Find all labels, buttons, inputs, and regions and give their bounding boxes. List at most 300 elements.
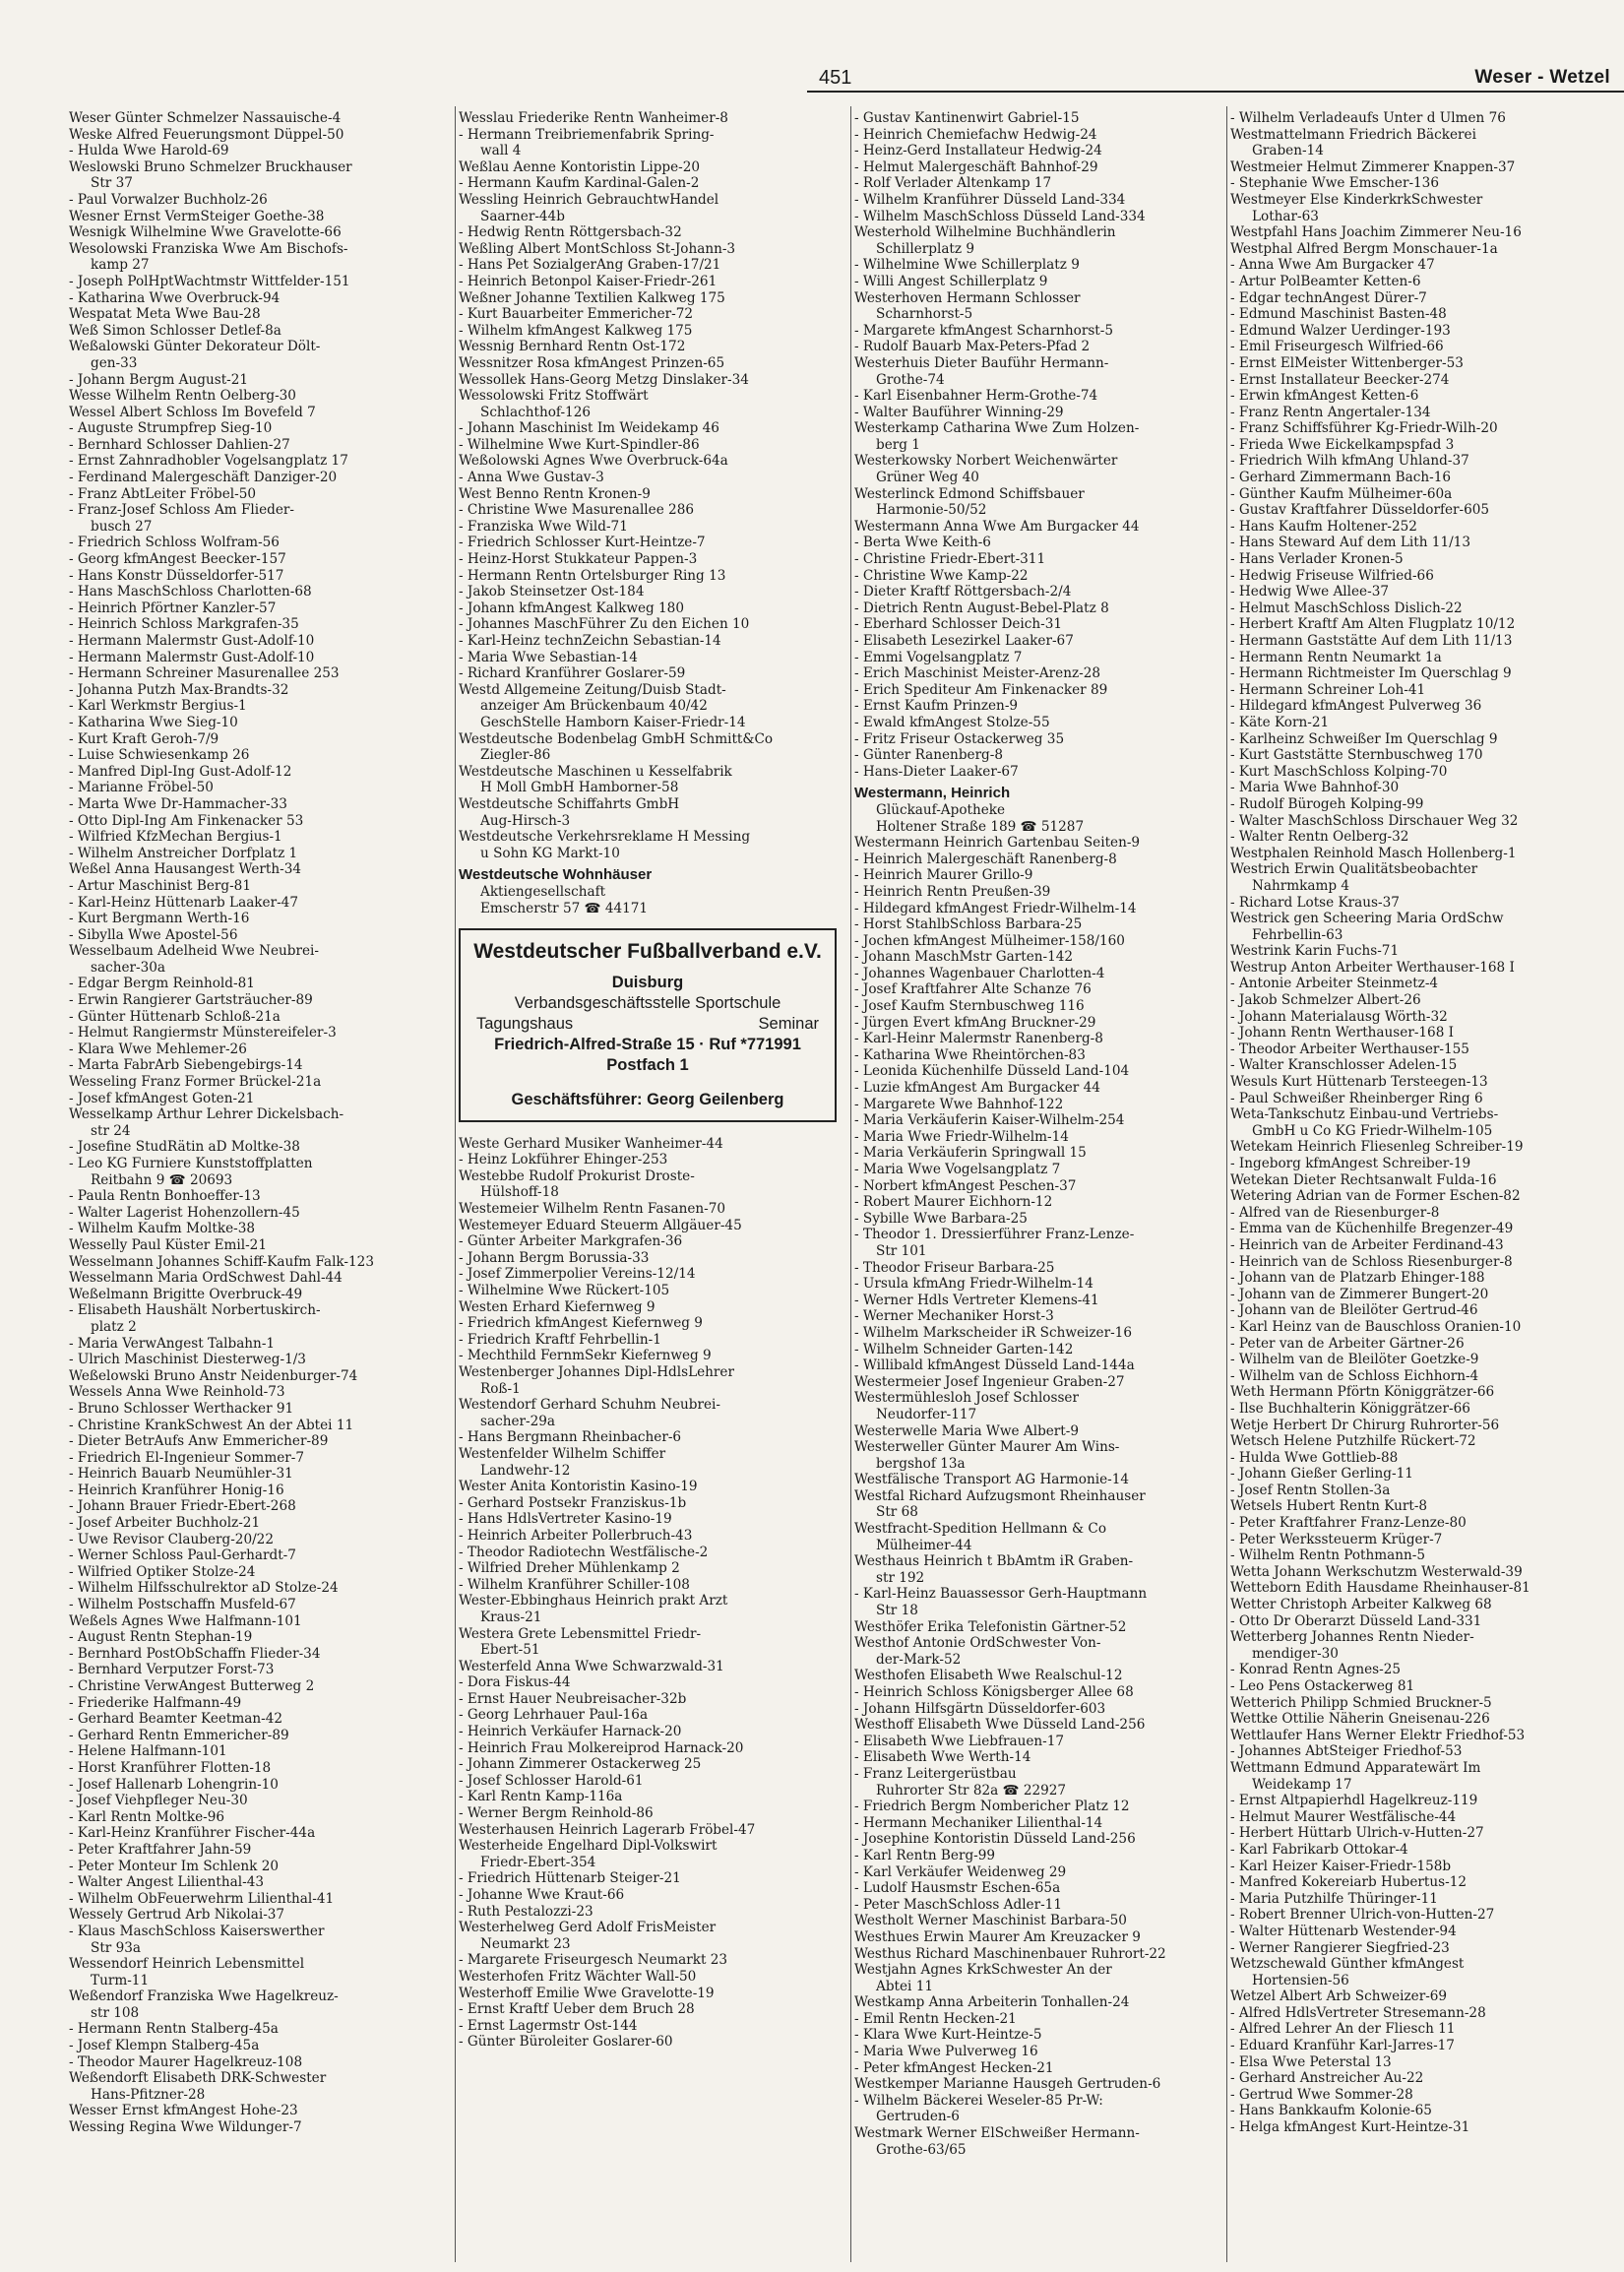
directory-entry: - Peter van de Arbeiter Gärtner-26 xyxy=(1230,1335,1465,1352)
directory-entry: - Elisabeth Wwe Liebfrauen-17 xyxy=(854,1733,1065,1749)
column-2-entries-bottom xyxy=(459,1136,846,2051)
directory-entry: - Franz Rentn Angertaler-134 xyxy=(1230,404,1431,420)
directory-entry: - Mechthild FernmSekr Kiefernweg 9 xyxy=(459,1348,712,1364)
directory-entry: Wessely Gertrud Arb Nikolai-37 xyxy=(69,1907,285,1924)
directory-entry: - Heinrich van de Arbeiter Ferdinand-43 xyxy=(1230,1236,1504,1253)
directory-entry: Wetje Herbert Dr Chirurg Ruhrorter-56 xyxy=(1230,1417,1500,1433)
directory-entry: - Heinz Lokführer Ehinger-253 xyxy=(459,1152,668,1168)
directory-entry: Westhaus Heinrich t BbAmtm iR Graben- xyxy=(854,1553,1134,1570)
entry-continuation: Mülheimer-44 xyxy=(876,1537,972,1553)
directory-entry: - Ilse Buchhalterin Königgrätzer-66 xyxy=(1230,1400,1470,1417)
directory-entry: - Sibylla Wwe Apostel-56 xyxy=(69,926,238,943)
running-head: Weser - Wetzel xyxy=(1474,67,1610,88)
directory-entry: - Georg Lehrhauer Paul-16a xyxy=(459,1707,649,1724)
directory-entry: Wesselbaum Adelheid Wwe Neubrei- xyxy=(69,943,319,960)
entry-continuation: GeschStelle Hamborn Kaiser-Friedr-14 xyxy=(480,714,746,730)
directory-entry: - Kurt Gaststätte Sternbuschweg 170 xyxy=(1230,747,1483,764)
directory-entry: Wester-Ebbinghaus Heinrich prakt Arzt xyxy=(459,1593,728,1609)
directory-entry: - Gerhard Postsekr Franziskus-1b xyxy=(459,1494,687,1511)
directory-entry: - Wilhelm ObFeuerwehrm Lilienthal-41 xyxy=(69,1890,335,1907)
directory-entry: - Johannes Wagenbauer Charlotten-4 xyxy=(854,965,1105,981)
directory-entry: - Johannes AbtSteiger Friedhof-53 xyxy=(1230,1743,1463,1760)
directory-entry: - Hermann Rentn Ortelsburger Ring 13 xyxy=(459,567,726,584)
directory-entry: - Karl Rentn Berg-99 xyxy=(854,1847,996,1863)
directory-entry: - Elisabeth Haushält Norbertuskirch- xyxy=(69,1302,321,1319)
directory-entry: - Alfred HdlsVertreter Stresemann-28 xyxy=(1230,2004,1486,2021)
directory-entry: - Peter Kraftfahrer Franz-Lenze-80 xyxy=(1230,1515,1467,1532)
directory-entry: - Wilhelmine Wwe Kurt-Spindler-86 xyxy=(459,436,700,453)
directory-entry: Westebbe Rudolf Prokurist Droste- xyxy=(459,1168,695,1184)
directory-entry: Westhoff Elisabeth Wwe Düsseld Land-256 xyxy=(854,1717,1146,1734)
directory-entry: - Heinrich Pförtner Kanzler-57 xyxy=(69,600,277,616)
directory-entry: - Walter Hüttenarb Westender-94 xyxy=(1230,1923,1457,1939)
directory-entry: - Walter Bauführer Winning-29 xyxy=(854,404,1064,420)
directory-entry: - Ulrich Maschinist Diesterweg-1/3 xyxy=(69,1352,306,1368)
directory-entry: - Konrad Rentn Agnes-25 xyxy=(1230,1662,1402,1678)
directory-entry: - Erich Maschinist Meister-Arenz-28 xyxy=(854,665,1101,682)
entry-continuation: Gertruden-6 xyxy=(876,2109,960,2125)
directory-entry: - Jakob Steinsetzer Ost-184 xyxy=(459,584,645,600)
directory-entry: - Klara Wwe Mehlemer-26 xyxy=(69,1041,247,1057)
ad-city: Duisburg xyxy=(611,973,684,991)
directory-entry: Westphalen Reinhold Masch Hollenberg-1 xyxy=(1230,845,1517,861)
directory-entry: Westermann Anna Wwe Am Burgacker 44 xyxy=(854,518,1140,535)
directory-entry: - Friedrich Kraftf Fehrbellin-1 xyxy=(459,1331,661,1348)
directory-entry: Westhofen Elisabeth Wwe Realschul-12 xyxy=(854,1668,1123,1684)
entry-continuation: Holtener Straße 189 ☎ 51287 xyxy=(876,818,1085,835)
entry-continuation: Grothe-74 xyxy=(876,371,945,388)
directory-entry: - Theodor Maurer Hagelkreuz-108 xyxy=(69,2053,303,2070)
directory-entry: - Peter Kraftfahrer Jahn-59 xyxy=(69,1841,252,1858)
directory-column-2 xyxy=(459,110,846,2266)
directory-entry: - Walter Angest Lilienthal-43 xyxy=(69,1874,264,1891)
entry-continuation: str 108 xyxy=(91,2004,140,2021)
directory-entry: - Edmund Maschinist Basten-48 xyxy=(1230,306,1447,323)
directory-entry: - Karl Verkäufer Weidenweg 29 xyxy=(854,1863,1067,1880)
directory-entry: - Maria Verkäuferin Kaiser-Wilhelm-254 xyxy=(854,1112,1125,1129)
directory-entry: - Günther Kaufm Mülheimer-60a xyxy=(1230,485,1453,502)
directory-entry: - Friedrich Hüttenarb Steiger-21 xyxy=(459,1870,681,1887)
directory-entry: - Wilhelm van de Schloss Eichhorn-4 xyxy=(1230,1367,1479,1384)
directory-entry: - Theodor Arbeiter Werthauser-155 xyxy=(1230,1041,1469,1057)
directory-entry: Weßel Anna Hausangest Werth-34 xyxy=(69,861,302,878)
directory-entry: - Ingeborg kfmAngest Schreiber-19 xyxy=(1230,1156,1471,1171)
directory-entry: - Johann Materialausg Wörth-32 xyxy=(1230,1008,1448,1025)
directory-entry: - Edmund Walzer Uerdinger-193 xyxy=(1230,322,1451,339)
directory-entry: - Eberhard Schlosser Deich-31 xyxy=(854,616,1063,633)
directory-entry: - Ursula kfmAng Friedr-Wilhelm-14 xyxy=(854,1276,1093,1293)
directory-entry: - Walter Lagerist Hohenzollern-45 xyxy=(69,1204,300,1221)
directory-entry: - Stephanie Wwe Emscher-136 xyxy=(1230,175,1439,192)
directory-entry: Westerweller Günter Maurer Am Wins- xyxy=(854,1439,1120,1456)
entry-continuation: Neumarkt 23 xyxy=(480,1935,571,1952)
directory-entry: Weßalowski Günter Dekorateur Dölt- xyxy=(69,339,321,355)
entry-continuation: Str 37 xyxy=(91,175,133,192)
directory-entry: Wesser Ernst kfmAngest Hohe-23 xyxy=(69,2103,298,2119)
directory-entry: - Günter Arbeiter Markgrafen-36 xyxy=(459,1233,683,1250)
entry-continuation: Fehrbellin-63 xyxy=(1252,926,1343,943)
entry-continuation: Str 93a xyxy=(91,1939,141,1956)
entry-continuation: Friedr-Ebert-354 xyxy=(480,1854,596,1870)
directory-entry: Wessling Heinrich GebrauchtwHandel xyxy=(459,191,719,208)
directory-entry: Westenfelder Wilhelm Schiffer xyxy=(459,1445,666,1462)
header-rule xyxy=(807,91,1624,93)
directory-entry: Westemeyer Eduard Steuerm Allgäuer-45 xyxy=(459,1217,742,1233)
directory-entry: - Karl Rentn Kamp-116a xyxy=(459,1789,623,1805)
directory-entry: - Karlheinz Schweißer Im Querschlag 9 xyxy=(1230,730,1498,747)
directory-entry: Wespatat Meta Wwe Bau-28 xyxy=(69,306,261,323)
directory-entry: - Klaus MaschSchloss Kaiserswerther xyxy=(69,1923,325,1939)
directory-entry: - Karl-Heinz Bauassessor Gerh-Hauptmann xyxy=(854,1586,1148,1603)
directory-entry: - Wilfried Optiker Stolze-24 xyxy=(69,1563,256,1580)
directory-entry: - Maria Putzhilfe Thüringer-11 xyxy=(1230,1890,1438,1907)
directory-entry: - Theodor Friseur Barbara-25 xyxy=(854,1259,1055,1276)
directory-entry: - Franz AbtLeiter Fröbel-50 xyxy=(69,485,257,502)
entry-continuation: Roß-1 xyxy=(480,1380,521,1397)
directory-entry: - Otto Dr Oberarzt Düsseld Land-331 xyxy=(1230,1612,1482,1629)
directory-entry: - Helene Halfmann-101 xyxy=(69,1743,227,1760)
directory-entry: Weßels Agnes Wwe Halfmann-101 xyxy=(69,1612,302,1629)
directory-entry: Westfracht-Spedition Hellmann & Co xyxy=(854,1521,1107,1538)
directory-entry: - Helmut Rangiermstr Münstereifeler-3 xyxy=(69,1025,337,1041)
directory-entry: - Wilhelmine Wwe Rückert-105 xyxy=(459,1283,670,1299)
directory-entry: - Sybille Wwe Barbara-25 xyxy=(854,1210,1028,1227)
directory-entry: Wetzschewald Günther kfmAngest xyxy=(1230,1956,1465,1973)
directory-entry: Westrup Anton Arbeiter Werthauser-168 I xyxy=(1230,959,1515,976)
directory-entry: - Ernst Hauer Neubreisacher-32b xyxy=(459,1690,687,1707)
directory-entry: - Hermann Richtmeister Im Querschlag 9 xyxy=(1230,665,1512,682)
directory-entry: - Heinrich Maurer Grillo-9 xyxy=(854,867,1033,884)
directory-entry: - Käte Korn-21 xyxy=(1230,714,1330,730)
directory-entry: Westerwelle Maria Wwe Albert-9 xyxy=(854,1422,1080,1439)
directory-entry: - Leonida Küchenhilfe Düsseld Land-104 xyxy=(854,1063,1130,1080)
entry-continuation: Scharnhorst-5 xyxy=(876,306,973,323)
directory-entry: - Dieter Kraftf Röttgersbach-2/4 xyxy=(854,584,1072,600)
directory-entry: - Jochen kfmAngest Mülheimer-158/160 xyxy=(854,932,1125,949)
directory-entry: Wetteborn Edith Hausdame Rheinhauser-81 xyxy=(1230,1580,1530,1597)
directory-entry: - Johann Brauer Friedr-Ebert-268 xyxy=(69,1498,296,1515)
directory-entry: - Maria Wwe Friedr-Wilhelm-14 xyxy=(854,1128,1069,1145)
directory-entry: - Karl Heizer Kaiser-Friedr-158b xyxy=(1230,1858,1452,1874)
directory-entry: - Richard Lotse Kraus-37 xyxy=(1230,894,1400,911)
directory-entry: - Artur Maschinist Berg-81 xyxy=(69,877,251,894)
directory-entry: Westd Allgemeine Zeitung/Duisb Stadt- xyxy=(459,681,726,698)
entry-continuation: str 192 xyxy=(876,1569,925,1586)
entry-continuation: Hans-Pfitzner-28 xyxy=(91,2086,206,2103)
directory-entry: - Auguste Strumpfrep Sieg-10 xyxy=(69,420,273,437)
entry-continuation: anzeiger Am Brückenbaum 40/42 xyxy=(480,698,708,715)
directory-entry: - Hans Bergmann Rheinbacher-6 xyxy=(459,1429,682,1446)
directory-entry: - Hans Kaufm Holtener-252 xyxy=(1230,518,1417,535)
directory-entry: - Josef Zimmerpolier Vereins-12/14 xyxy=(459,1266,696,1283)
directory-entry: - Anna Wwe Gustav-3 xyxy=(459,470,604,486)
directory-entry: - Karl Fabrikarb Ottokar-4 xyxy=(1230,1841,1408,1858)
directory-entry: Westfälische Transport AG Harmonie-14 xyxy=(854,1472,1130,1488)
directory-entry: - Hermann Rentn Stalberg-45a xyxy=(69,2021,279,2038)
directory-entry: - Luise Schwiesenkamp 26 xyxy=(69,747,250,764)
directory-entry: Wesolowski Franziska Wwe Am Bischofs- xyxy=(69,240,348,257)
directory-entry: Westphal Alfred Bergm Monschauer-1a xyxy=(1230,240,1498,257)
directory-entry: - Richard Kranführer Goslarer-59 xyxy=(459,665,686,682)
directory-entry: Westrink Karin Fuchs-71 xyxy=(1230,943,1400,960)
directory-entry: Westerhausen Heinrich Lagerarb Fröbel-47 xyxy=(459,1821,756,1838)
directory-entry: - Wilhelm Kranführer Schiller-108 xyxy=(459,1576,690,1593)
directory-entry: Wessolowski Fritz Stoffwärt xyxy=(459,388,649,405)
directory-entry: Wetekan Dieter Rechtsanwalt Fulda-16 xyxy=(1230,1171,1497,1188)
directory-entry: - Helga kfmAngest Kurt-Heintze-31 xyxy=(1230,2119,1470,2136)
directory-entry: - Christine Wwe Kamp-22 xyxy=(854,567,1029,584)
directory-entry: Wesselly Paul Küster Emil-21 xyxy=(69,1236,267,1253)
directory-entry: Wesselmann Johannes Schiff-Kaufm Falk-123 xyxy=(69,1253,374,1270)
directory-entry: - Hermann Malermstr Gust-Adolf-10 xyxy=(69,649,315,665)
directory-entry: - Margarete Friseurgesch Neumarkt 23 xyxy=(459,1952,728,1969)
column-divider xyxy=(1226,106,1227,2262)
directory-entry: - Heinz-Horst Stukkateur Pappen-3 xyxy=(459,551,698,568)
directory-entry: - Theodor 1. Dressierführer Franz-Lenze- xyxy=(854,1227,1135,1243)
directory-entry: - Erwin Rangierer Gartsträucher-89 xyxy=(69,992,313,1009)
directory-entry: - Edgar technAngest Dürer-7 xyxy=(1230,289,1427,306)
entry-continuation: mendiger-30 xyxy=(1252,1645,1339,1662)
directory-entry: Westmattelmann Friedrich Bäckerei xyxy=(1230,126,1476,143)
column-2-entries-top xyxy=(459,110,846,916)
entry-continuation: Hülshoff-18 xyxy=(480,1184,559,1201)
directory-entry: Westemeier Wilhelm Rentn Fasanen-70 xyxy=(459,1201,726,1218)
entry-continuation: Ziegler-86 xyxy=(480,747,551,764)
ad-line-3: Friedrich-Alfred-Straße 15 · Ruf *771991 xyxy=(494,1035,801,1053)
directory-entry: - Norbert kfmAngest Peschen-37 xyxy=(854,1177,1077,1194)
directory-entry: - Kurt Bergmann Werth-16 xyxy=(69,911,250,927)
directory-entry: - Ernst ElMeister Wittenberger-53 xyxy=(1230,354,1464,371)
directory-entry: Wetta Johann Werkschutzm Westerwald-39 xyxy=(1230,1563,1523,1580)
directory-entry: - Wilhelm Postschaffn Musfeld-67 xyxy=(69,1597,296,1613)
directory-entry: - Karl-Heinz Hüttenarb Laaker-47 xyxy=(69,894,298,911)
directory-entry: - Hans MaschSchloss Charlotten-68 xyxy=(69,584,312,600)
directory-column-1 xyxy=(69,110,451,2266)
entry-continuation: kamp 27 xyxy=(91,257,150,274)
directory-entry: - Maria Wwe Bahnhof-30 xyxy=(1230,780,1400,796)
directory-entry: - Bernhard PostObSchaffn Flieder-34 xyxy=(69,1645,321,1662)
directory-entry: - Franz Leitergerüstbau xyxy=(854,1765,1017,1782)
directory-entry: - Ernst Zahnradhobler Vogelsangplatz 17 xyxy=(69,453,348,470)
directory-entry: - Hans HdlsVertreter Kasino-19 xyxy=(459,1511,672,1528)
directory-entry: - Artur PolBeamter Ketten-6 xyxy=(1230,273,1421,289)
directory-entry: - Josef Hallenarb Lohengrin-10 xyxy=(69,1776,279,1793)
entry-continuation: Abtei 11 xyxy=(876,1978,933,1994)
directory-entry: - Klara Wwe Kurt-Heintze-5 xyxy=(854,2027,1042,2044)
directory-entry: - Franziska Wwe Wild-71 xyxy=(459,518,628,535)
directory-entry: - Josef Kraftfahrer Alte Schanze 76 xyxy=(854,981,1092,998)
directory-entry: - Josef Arbeiter Buchholz-21 xyxy=(69,1515,261,1532)
directory-entry: - Heinrich Malergeschäft Ranenberg-8 xyxy=(854,851,1117,867)
directory-entry: - Karl Eisenbahner Herm-Grothe-74 xyxy=(854,388,1098,405)
directory-entry: - Heinrich Schloss Königsberger Allee 68 xyxy=(854,1684,1134,1700)
directory-entry: Westjahn Agnes KrkSchwester An der xyxy=(854,1962,1112,1979)
ad-title: Westdeutscher Fußballverband e.V. xyxy=(473,940,822,964)
directory-entry: Wetzel Albert Arb Schweizer-69 xyxy=(1230,1988,1448,2005)
directory-entry: - Hermann Gaststätte Auf dem Lith 11/13 xyxy=(1230,633,1513,649)
directory-entry: Weßelmann Brigitte Overbruck-49 xyxy=(69,1286,303,1302)
directory-entry: - August Rentn Stephan-19 xyxy=(69,1629,253,1646)
directory-entry: Wesnigk Wilhelmine Wwe Gravelotte-66 xyxy=(69,224,342,241)
directory-entry: - Friedrich kfmAngest Kiefernweg 9 xyxy=(459,1315,703,1332)
directory-entry: - Ernst Kaufm Prinzen-9 xyxy=(854,698,1019,715)
directory-entry: Westhus Richard Maschinenbauer Ruhrort-22 xyxy=(854,1945,1166,1962)
directory-entry: Westermeier Josef Ingenieur Graben-27 xyxy=(854,1373,1125,1390)
directory-entry: - Berta Wwe Keith-6 xyxy=(854,535,991,551)
directory-entry: - Maria VerwAngest Talbahn-1 xyxy=(69,1335,276,1352)
directory-entry: - Bruno Schlosser Werthacker 91 xyxy=(69,1400,294,1417)
directory-entry: - Josef Kaufm Sternbuschweg 116 xyxy=(854,998,1085,1015)
ad-line-1: Verbandsgeschäftsstelle Sportschule xyxy=(514,993,781,1012)
directory-entry: - Peter kfmAngest Hecken-21 xyxy=(854,2059,1054,2076)
directory-entry: - Erich Spediteur Am Finkenacker 89 xyxy=(854,681,1108,698)
directory-entry: - Theodor Radiotechn Westfälische-2 xyxy=(459,1544,709,1560)
directory-entry: - Wilhelm van de Bleilöter Goetzke-9 xyxy=(1230,1352,1479,1368)
directory-entry: - Friederike Halfmann-49 xyxy=(69,1694,242,1711)
directory-entry: - Helmut MaschSchloss Dislich-22 xyxy=(1230,600,1463,616)
directory-entry: - Rudolf Bauarb Max-Peters-Pfad 2 xyxy=(854,339,1091,355)
entry-continuation: Grüner Weg 40 xyxy=(876,470,979,486)
ad-line-2a: Tagungshaus xyxy=(476,1014,574,1033)
entry-continuation: u Sohn KG Markt-10 xyxy=(480,845,620,861)
directory-entry: - Willibald kfmAngest Düsseld Land-144a xyxy=(854,1357,1135,1374)
directory-entry: - Ernst Installateur Beecker-274 xyxy=(1230,371,1450,388)
ad-line-2b: Seminar xyxy=(758,1014,819,1033)
entry-continuation: Schillerplatz 9 xyxy=(876,240,975,257)
entry-continuation: sacher-30a xyxy=(91,959,165,976)
directory-entry: Wesseling Franz Former Brückel-21a xyxy=(69,1074,322,1091)
directory-entry: Weßelowski Bruno Anstr Neidenburger-74 xyxy=(69,1367,358,1384)
directory-entry: - Elsa Wwe Peterstal 13 xyxy=(1230,2053,1392,2070)
directory-entry: Weth Hermann Pförtn Königgrätzer-66 xyxy=(1230,1384,1495,1401)
directory-entry: - Manfred Dipl-Ing Gust-Adolf-12 xyxy=(69,763,292,780)
directory-entry: - Willi Angest Schillerplatz 9 xyxy=(854,273,1048,289)
directory-entry: - Hermann Schreiner Loh-41 xyxy=(1230,681,1426,698)
entry-continuation: Weidekamp 17 xyxy=(1252,1776,1352,1793)
directory-entry: - Manfred Kokereiarb Hubertus-12 xyxy=(1230,1874,1468,1891)
directory-entry: - Wilhelm Bäckerei Weseler-85 Pr-W: xyxy=(854,2092,1103,2109)
directory-entry: - Karl-Heinr Malermstr Ranenberg-8 xyxy=(854,1031,1103,1047)
directory-entry: - Heinz-Gerd Installateur Hedwig-24 xyxy=(854,143,1102,159)
directory-entry: - Paul Vorwalzer Buchholz-26 xyxy=(69,191,268,208)
directory-entry: - Emil Rentn Hecken-21 xyxy=(854,2010,1017,2027)
directory-entry: - Heinrich Verkäufer Harnack-20 xyxy=(459,1724,682,1740)
directory-entry: Westerhoff Emilie Wwe Gravelotte-19 xyxy=(459,1985,715,2001)
directory-entry: - Gerhard Beamter Keetman-42 xyxy=(69,1711,283,1728)
directory-entry: Weßner Johanne Textilien Kalkweg 175 xyxy=(459,289,725,306)
directory-entry: - Herbert Kraftf Am Alten Flugplatz 10/12 xyxy=(1230,616,1516,633)
directory-entry: - Frieda Wwe Eickelkampspfad 3 xyxy=(1230,436,1455,453)
entry-continuation: Str 68 xyxy=(876,1504,918,1521)
directory-entry: - Walter MaschSchloss Dirschauer Weg 32 xyxy=(1230,812,1519,829)
entry-continuation: H Moll GmbH Hamborner-58 xyxy=(480,780,679,796)
directory-entry: - Wilhelmine Wwe Schillerplatz 9 xyxy=(854,257,1080,274)
directory-entry: - Walter Kranschlosser Adelen-15 xyxy=(1230,1057,1458,1074)
directory-entry: - Erwin kfmAngest Ketten-6 xyxy=(1230,388,1419,405)
directory-entry: - Dieter BetrAufs Anw Emmericher-89 xyxy=(69,1433,329,1450)
directory-entry: - Johann Hilfsgärtn Düsseldorfer-603 xyxy=(854,1700,1106,1717)
directory-entry: - Leo KG Furniere Kunststoffplatten xyxy=(69,1156,313,1171)
directory-entry: - Marianne Fröbel-50 xyxy=(69,780,214,796)
directory-entry: - Ferdinand Malergeschäft Danziger-20 xyxy=(69,470,338,486)
directory-entry: Westen Erhard Kiefernweg 9 xyxy=(459,1298,656,1315)
directory-entry: - Friedrich Schloss Wolfram-56 xyxy=(69,535,280,551)
directory-entry: - Josef Rentn Stollen-3a xyxy=(1230,1482,1391,1498)
directory-entry: - Hermann Kaufm Kardinal-Galen-2 xyxy=(459,175,700,192)
directory-entry: - Wilfried KfzMechan Bergius-1 xyxy=(69,829,282,846)
directory-entry: - Robert Brenner Ulrich-von-Hutten-27 xyxy=(1230,1907,1495,1924)
directory-entry: - Günter Büroleiter Goslarer-60 xyxy=(459,2034,673,2051)
directory-entry: - Jürgen Evert kfmAng Bruckner-29 xyxy=(854,1014,1096,1031)
directory-entry: - Margarete Wwe Bahnhof-122 xyxy=(854,1096,1064,1112)
directory-entry: - Gerhard Anstreicher Au-22 xyxy=(1230,2070,1424,2087)
directory-entry: - Hermann Malermstr Gust-Adolf-10 xyxy=(69,633,315,649)
entry-continuation: Aug-Hirsch-3 xyxy=(480,812,571,829)
directory-entry: Westrich Erwin Qualitätsbeobachter xyxy=(1230,861,1478,878)
directory-entry: Weske Alfred Feuerungsmont Düppel-50 xyxy=(69,126,344,143)
directory-entry: - Marta FabrArb Siebengebirgs-14 xyxy=(69,1057,303,1074)
entry-heading: Westermann, Heinrich xyxy=(854,786,1011,802)
directory-entry: - Walter Rentn Oelberg-32 xyxy=(1230,829,1409,846)
directory-entry: - Johanna Putzh Max-Brandts-32 xyxy=(69,681,289,698)
directory-entry: - Maria Verkäuferin Springwall 15 xyxy=(854,1145,1087,1162)
directory-entry: - Günter Hüttenarb Schloß-21a xyxy=(69,1008,281,1025)
directory-entry: Wessel Albert Schloss Im Bovefeld 7 xyxy=(69,404,316,420)
directory-entry: - Marta Wwe Dr-Hammacher-33 xyxy=(69,795,287,812)
directory-entry: - Ruth Pestalozzi-23 xyxy=(459,1903,593,1920)
directory-entry: - Johanne Wwe Kraut-66 xyxy=(459,1887,625,1903)
directory-entry: Westkemper Marianne Hausgeh Gertruden-6 xyxy=(854,2076,1161,2093)
directory-entry: - Hans Pet SozialgerAng Graben-17/21 xyxy=(459,257,721,274)
directory-entry: - Edgar Bergm Reinhold-81 xyxy=(69,976,255,992)
directory-entry: Wesse Wilhelm Rentn Oelberg-30 xyxy=(69,388,296,405)
directory-entry: Westmeier Helmut Zimmerer Knappen-37 xyxy=(1230,158,1516,175)
directory-entry: - Christine Wwe Masurenallee 286 xyxy=(459,502,695,519)
directory-entry: Westenberger Johannes Dipl-HdlsLehrer xyxy=(459,1364,734,1380)
directory-entry: Wessnig Bernhard Rentn Ost-172 xyxy=(459,339,686,355)
directory-entry: Wesner Ernst VermSteiger Goethe-38 xyxy=(69,208,325,224)
directory-entry: Weste Gerhard Musiker Wanheimer-44 xyxy=(459,1135,723,1152)
directory-entry: Westmeyer Else KinderkrkSchwester xyxy=(1230,191,1483,208)
directory-entry: - Johann Bergm Borussia-33 xyxy=(459,1249,650,1266)
directory-entry: - Wilhelm MaschSchloss Düsseld Land-334 xyxy=(854,208,1146,224)
ad-line-2 xyxy=(467,1014,829,1035)
directory-entry: Westerhuis Dieter Bauführ Hermann- xyxy=(854,354,1109,371)
directory-entry: - Eduard Kranführ Karl-Jarres-17 xyxy=(1230,2038,1455,2054)
entry-continuation: busch 27 xyxy=(91,518,153,535)
directory-entry: West Benno Rentn Kronen-9 xyxy=(459,485,651,502)
directory-entry: - Gustav Kraftfahrer Düsseldorfer-605 xyxy=(1230,502,1490,519)
directory-entry: - Maria Wwe Pulverweg 16 xyxy=(854,2044,1038,2060)
entry-continuation: gen-33 xyxy=(91,354,138,371)
entry-continuation: Hortensien-56 xyxy=(1252,1972,1349,1988)
directory-entry: - Leo Pens Ostackerweg 81 xyxy=(1230,1678,1415,1694)
entry-continuation: Harmonie-50/52 xyxy=(876,502,987,519)
entry-continuation: Ebert-51 xyxy=(480,1642,540,1659)
entry-continuation: Glückauf-Apotheke xyxy=(876,801,1006,818)
directory-entry: - Horst StahlbSchloss Barbara-25 xyxy=(854,916,1083,933)
directory-entry: - Christine Friedr-Ebert-311 xyxy=(854,551,1046,568)
directory-entry: - Jakob Schmelzer Albert-26 xyxy=(1230,992,1421,1009)
directory-entry: Weß Simon Schlosser Detlef-8a xyxy=(69,322,281,339)
directory-entry: - Uwe Revisor Clauberg-20/22 xyxy=(69,1531,274,1547)
directory-entry: Westpfahl Hans Joachim Zimmerer Neu-16 xyxy=(1230,224,1522,241)
directory-entry: - Josefine StudRätin aD Moltke-38 xyxy=(69,1139,300,1156)
directory-entry: Weßlau Aenne Kontoristin Lippe-20 xyxy=(459,158,701,175)
directory-entry: Wesselkamp Arthur Lehrer Dickelsbach- xyxy=(69,1106,344,1123)
directory-entry: Westdeutsche Schiffahrts GmbH xyxy=(459,795,680,812)
directory-entry: - Ernst Altpapierhdl Hagelkreuz-119 xyxy=(1230,1793,1478,1809)
